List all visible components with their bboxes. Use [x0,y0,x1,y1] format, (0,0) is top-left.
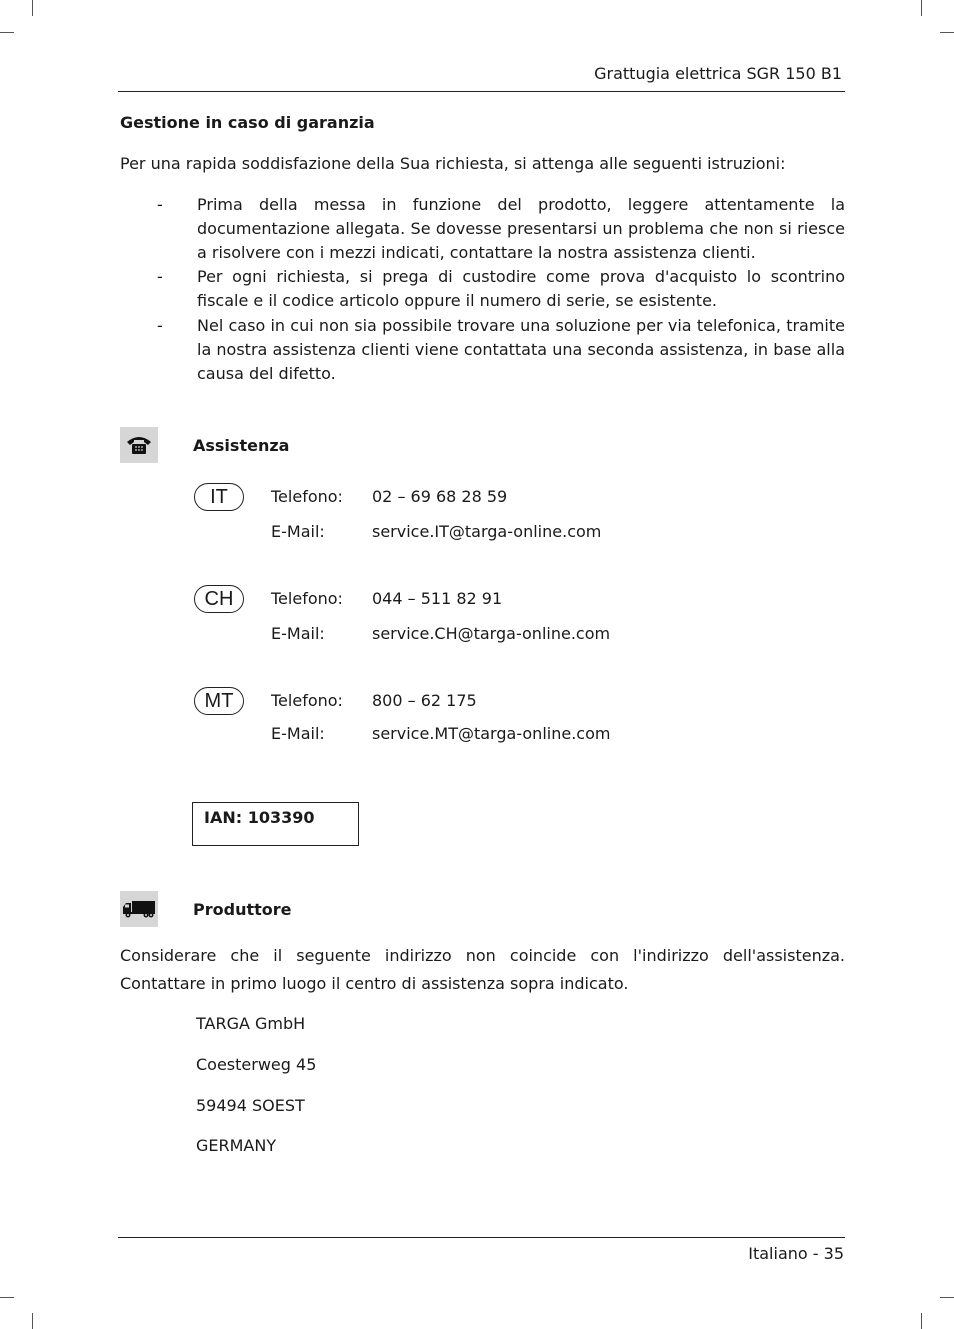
bullet-item: Prima della messa in funzione del prodotto, leggere attentamente la documentazione allegata. Se dovesse presentarsi un problema che non si riesce a risolvere con i mezzi indicati, contattare la nostra assistenza clienti. [197,195,845,262]
warranty-heading: Gestione in caso di garanzia [120,113,375,132]
email-value-ch: service.CH@targa-online.com [372,624,611,643]
crop-mark [921,1313,922,1329]
email-value-mt: service.MT@targa-online.com [372,724,611,743]
country-badge-ch: CH [194,585,244,613]
warranty-intro: Per una rapida soddisfazione della Sua richiesta, si attenga alle seguenti istruzioni: [120,154,786,173]
email-label: E-Mail: [271,624,325,643]
email-label: E-Mail: [271,522,325,541]
phone-value-ch: 044 – 511 82 91 [372,589,503,608]
footer-separator: - [812,1244,819,1263]
truck-icon [120,891,158,927]
bullet-item: Per ogni richiesta, si prega di custodire come prova d'acquisto lo scontrino fiscale e il codice articolo oppure il numero di serie, se esistente. [197,267,845,310]
address-line: Coesterweg 45 [196,1055,317,1074]
ian-number: IAN: 103390 [204,808,315,827]
address-line: TARGA GmbH [196,1014,306,1033]
ian-box [192,802,359,846]
phone-value-mt: 800 – 62 175 [372,691,477,710]
crop-mark [0,32,14,33]
header-title: Grattugia elettrica SGR 150 B1 [594,64,842,83]
bullet-item: Nel caso in cui non sia possibile trovare una soluzione per via telefonica, tramite la nostra assistenza clienti viene contattata una seconda assistenza, in base alla causa del difetto. [197,316,845,383]
header-rule [118,91,845,92]
phone-value-it: 02 – 69 68 28 59 [372,487,508,506]
telephone-icon [120,427,158,463]
country-badge-mt: MT [194,687,244,715]
footer-language: Italiano [748,1244,808,1263]
footer-rule [118,1237,845,1238]
manufacturer-heading: Produttore [193,900,292,919]
bullet-marker: - [157,316,163,335]
crop-mark [940,1297,954,1298]
crop-mark [32,0,33,16]
address-line: 59494 SOEST [196,1096,305,1115]
crop-mark [921,0,922,16]
email-label: E-Mail: [271,724,325,743]
phone-label: Telefono: [271,691,343,710]
bullet-marker: - [157,267,163,286]
crop-mark [940,32,954,33]
address-line: GERMANY [196,1136,277,1155]
manufacturer-note: Considerare che il seguente indirizzo non coincide con l'indirizzo dell'assistenza. Contattare in primo luogo il centro di assistenza sopra indicato. [120,946,845,993]
assistance-heading: Assistenza [193,436,290,455]
phone-label: Telefono: [271,589,343,608]
crop-mark [32,1313,33,1329]
footer [748,1242,844,1266]
bullet-marker: - [157,195,163,214]
country-badge-it: IT [194,483,244,511]
crop-mark [0,1297,14,1298]
page-number: 35 [823,1244,844,1263]
phone-label: Telefono: [271,487,343,506]
email-value-it: service.IT@targa-online.com [372,522,602,541]
